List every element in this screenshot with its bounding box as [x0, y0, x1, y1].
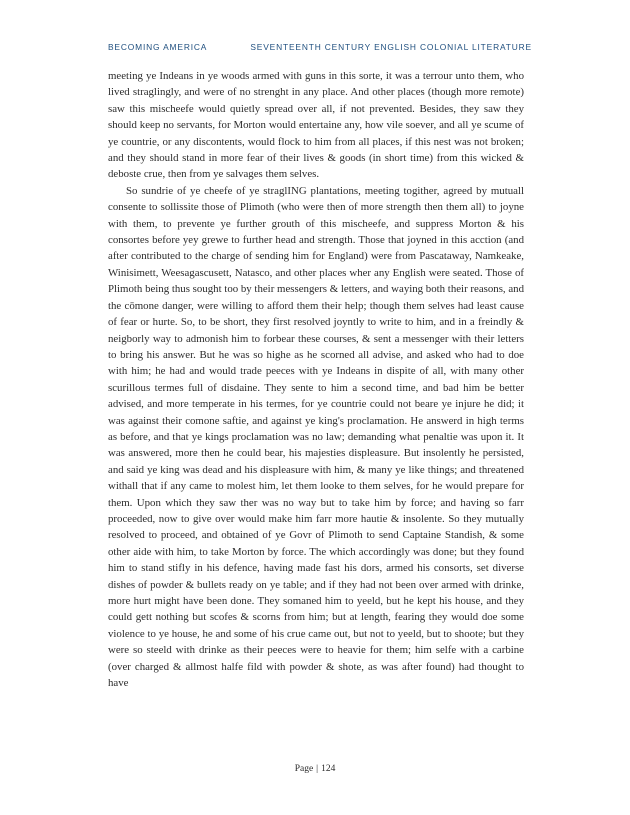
- page-label: Page: [294, 764, 314, 774]
- header-section-title: SEVENTEENTH CENTURY ENGLISH COLONIAL LITERATURE: [250, 42, 532, 52]
- page-number: 124: [321, 764, 336, 774]
- paragraph-continued: meeting ye Indeans in ye woods armed with guns in this sorte, it was a terrour unto them, who lived straglingly, and were of no strenght in any place. And other places (though more remote) saw this mischeefe would quietly spread over all, if not prevented. Besides, they saw they should keep no servants, for Morton would entertaine any, how vile soever, and all ye scume of ye countrie, or any discontents, would flock to him from all places, if this nest was not broken; and they should stand in more fear of their lives & goods (in short time) from this wicked & deboste crue, then from ye salvages them selves.: [108, 70, 524, 181]
- page-footer: [0, 764, 630, 774]
- running-header: [108, 42, 532, 56]
- paragraph: So sundrie of ye cheefe of ye straglING plantations, meeting togither, agreed by mutuall consente to sollissite those of Plimoth (who were then of more strength then them all) to joyne with them, to prevente ye further grouth of this mischeefe, and suppress Morton & his consortes before yey grewe to further head and strength. Those that joyned in this acction (and after contributed to the charge of sending him for England) were from Pascataway, Namkeake, Winisimett, Weesagascusett, Natasco, and other places wher any English were seated. Those of Plimoth being thus sought too by their messengers & letters, and waying both their reasons, and the cōmone danger, were willing to afford them their help; though them selves had least cause of fear or hurte. So, to be short, they first resolved joyntly to write to him, and in a freindly & neigborly way to admonish him to forbear these courses, & sent a messenger with their letters to bring his answer. But he was so highe as he scorned all advise, and asked who had to doe with him; he had and would trade peeces with ye Indeans in dispite of all, with many other scurillous termes full of disdaine. They sente to him a second time, and bad him be better advised, and more temperate in his termes, for ye countrie could not beare ye injure he did; it was against their comone saftie, and against ye king's proclamation. He answerd in high terms as before, and that ye kings proclamation was no law; demanding what penaltie was upon it. It was answered, more then he could bear, his majesties displeasure. But insolently he persisted, and said ye king was dead and his displeasure with him, & many ye like things; and threatened withall that if any came to molest him, let them looke to them selves, for he would prepare for them. Upon which they saw ther was no way but to take him by force; and having so farr proceeded, now to give over would make him farr more hautie & insolente. So they mutually resolved to proceed, and obtained of ye Govr of Plimoth to send Captaine Standish, & some other aide with him, to take Morton by force. The which accordingly was done; but they found him to stand stifly in his defence, having made fast his dors, armed his consorts, set diverse dishes of powder & bullets ready on ye table; and if they had not been over armed with drinke, more hurt might have been done. They somaned him to yeeld, but he kept his house, and they could gett nothing but scofes & scorns from him; but at length, fearing they would doe some violence to ye house, he and some of his crue came out, but not to yeeld, but to shoote; but they were so steeld with drinke as their peeces were to heavie for them; him selfe with a carbine (over charged & allmost halfe fild with powder & shote, as was after found) had thought to have: [108, 184, 524, 690]
- page-separator: |: [316, 764, 319, 774]
- body-text: [108, 68, 524, 691]
- header-book-title: BECOMING AMERICA: [108, 42, 208, 52]
